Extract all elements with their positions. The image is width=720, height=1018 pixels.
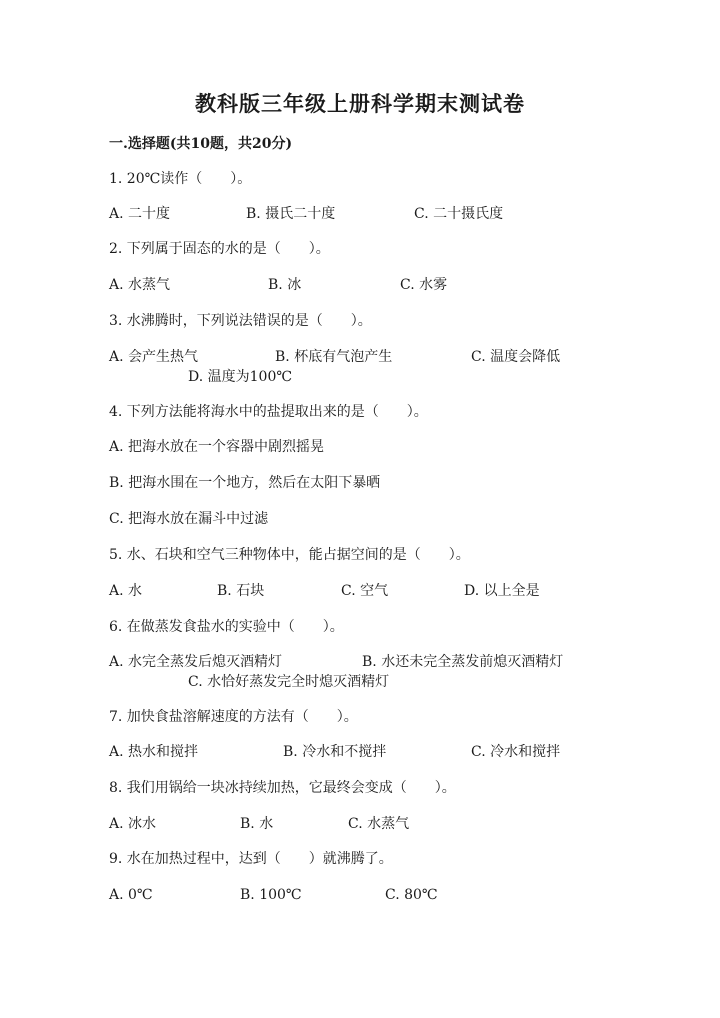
q3-option-a: A. 会产生热气 (109, 349, 199, 365)
q6-option-c: C. 水恰好蒸发完全时熄灭酒精灯 (188, 674, 390, 690)
q8-option-c: C. 水蒸气 (348, 816, 410, 832)
q6-option-a: A. 水完全蒸发后熄灭酒精灯 (109, 654, 283, 670)
q2-option-b: B. 冰 (268, 277, 302, 293)
q4-option-b: B. 把海水围在一个地方，然后在太阳下暴晒 (109, 475, 381, 491)
q9-option-b: B. 100℃ (240, 887, 302, 903)
q7-option-a: A. 热水和搅拌 (109, 744, 199, 760)
question-3: 3. 水沸腾时，下列说法错误的是（ ）。 (109, 313, 372, 329)
q1-option-b: B. 摄氏二十度 (246, 206, 336, 222)
question-2: 2. 下列属于固态的水的是（ ）。 (109, 241, 330, 257)
q6-option-b: B. 水还未完全蒸发前熄灭酒精灯 (362, 654, 564, 670)
q3-option-c: C. 温度会降低 (471, 349, 561, 365)
q5-option-a: A. 水 (109, 583, 143, 599)
question-7: 7. 加快食盐溶解速度的方法有（ ）。 (109, 709, 358, 725)
q3-option-d: D. 温度为100℃ (188, 369, 293, 385)
q4-option-c: C. 把海水放在漏斗中过滤 (109, 511, 269, 527)
question-6: 6. 在做蒸发食盐水的实验中（ ）。 (109, 619, 344, 635)
q2-option-a: A. 水蒸气 (109, 277, 171, 293)
q8-option-a: A. 冰水 (109, 816, 157, 832)
q9-option-c: C. 80℃ (385, 887, 438, 903)
q1-option-a: A. 二十度 (109, 206, 171, 222)
question-9: 9. 水在加热过程中，达到（ ）就沸腾了。 (109, 851, 393, 867)
q4-option-a: A. 把海水放在一个容器中剧烈摇晃 (109, 439, 325, 455)
question-5: 5. 水、石块和空气三种物体中，能占据空间的是（ ）。 (109, 547, 470, 563)
q5-option-b: B. 石块 (217, 583, 265, 599)
q3-option-b: B. 杯底有气泡产生 (275, 349, 393, 365)
question-1: 1. 20℃读作（ ）。 (109, 171, 252, 187)
q2-option-c: C. 水雾 (400, 277, 448, 293)
q1-option-c: C. 二十摄氏度 (414, 206, 504, 222)
page-title: 教科版三年级上册科学期末测试卷 (195, 91, 525, 116)
q7-option-c: C. 冷水和搅拌 (471, 744, 561, 760)
q5-option-c: C. 空气 (341, 583, 389, 599)
section-heading: 一.选择题(共10题，共20分) (109, 136, 293, 152)
q5-option-d: D. 以上全是 (464, 583, 540, 599)
q7-option-b: B. 冷水和不搅拌 (283, 744, 387, 760)
q8-option-b: B. 水 (240, 816, 274, 832)
q9-option-a: A. 0℃ (109, 887, 153, 903)
question-8: 8. 我们用锅给一块冰持续加热，它最终会变成（ ）。 (109, 780, 456, 796)
question-4: 4. 下列方法能将海水中的盐提取出来的是（ ）。 (109, 404, 428, 420)
